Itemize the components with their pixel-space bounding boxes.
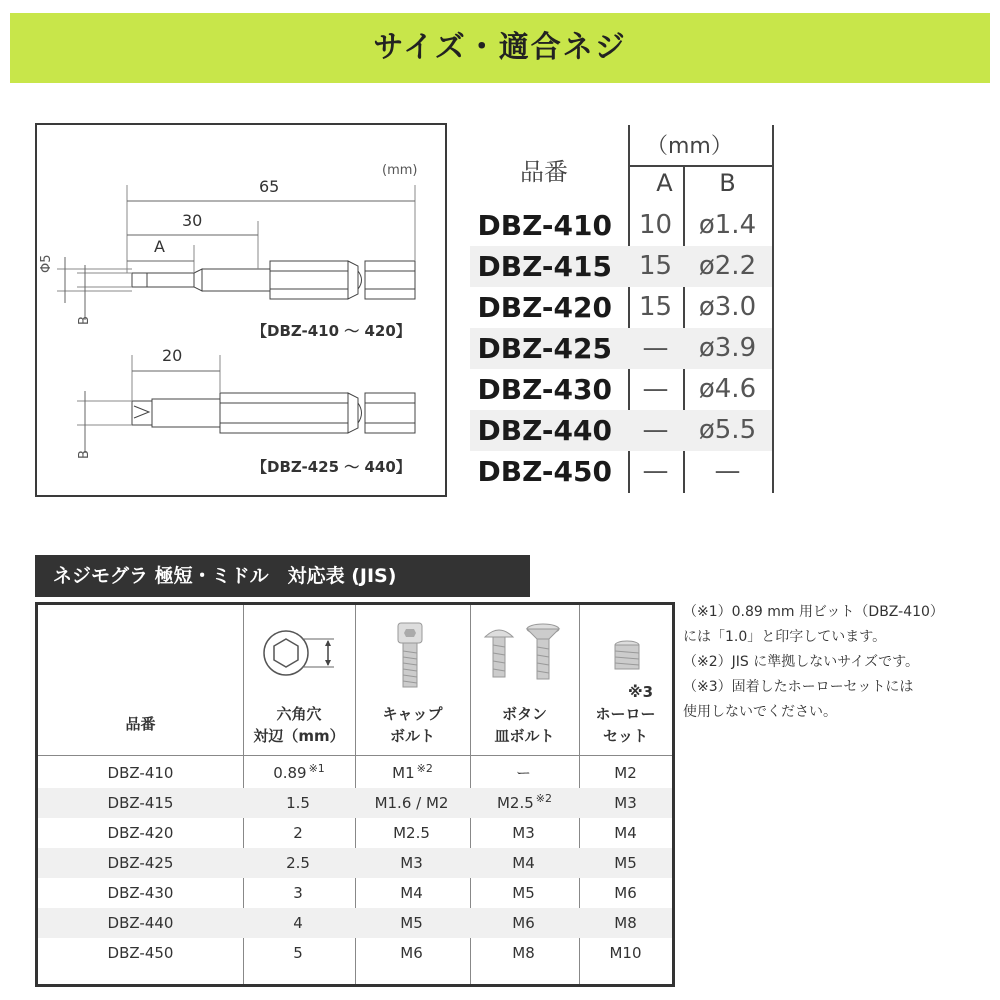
jis-row-button-value: M6 <box>512 914 535 932</box>
jis-row-hex <box>243 758 355 788</box>
jis-row-hex-value: 3 <box>293 884 303 902</box>
jis-table-row <box>38 848 672 878</box>
size-row-code: DBZ-440 <box>477 414 612 447</box>
jis-row-code: DBZ-440 <box>107 914 174 932</box>
jis-row-button <box>470 848 579 878</box>
size-row-code: DBZ-430 <box>477 373 612 406</box>
size-row-code: DBZ-420 <box>477 291 612 324</box>
dimension-b-middle: B <box>77 450 92 459</box>
size-row-b: ø5.5 <box>698 415 757 445</box>
jis-table-row <box>38 788 672 818</box>
jis-row-cap-value: M1.6 / M2 <box>374 794 449 812</box>
bit-drawing-short <box>57 185 415 320</box>
jis-row-hex-value: 2.5 <box>286 854 310 872</box>
jis-row-hex-value: 0.89 <box>273 764 307 782</box>
jis-row-hex-value: 5 <box>293 944 303 962</box>
set-screw-icon <box>609 639 645 675</box>
dimension-30: 30 <box>182 211 203 230</box>
jis-table-row <box>38 938 672 968</box>
jis-header-hex-line1: 六角穴 <box>276 705 322 723</box>
jis-row-cap-value: M2.5 <box>393 824 430 842</box>
dimension-diagram <box>35 123 447 497</box>
dimension-65: 65 <box>259 177 280 196</box>
jis-row-button-value: M5 <box>512 884 535 902</box>
size-table-row <box>470 328 772 369</box>
jis-row-set: M5 <box>614 854 637 872</box>
page-title: サイズ・適合ネジ <box>373 30 627 65</box>
jis-row-code: DBZ-415 <box>107 794 174 812</box>
button-bolt-icon <box>481 623 571 683</box>
jis-row-cap-value: M5 <box>400 914 423 932</box>
jis-row-hex <box>243 788 355 818</box>
size-row-a: 15 <box>638 251 673 281</box>
jis-header-cap-line1: キャップ <box>382 705 443 723</box>
jis-table-title: ネジモグラ 極短・ミドル 対応表 (JIS) <box>53 565 397 587</box>
jis-row-hex <box>243 878 355 908</box>
jis-row-set: M10 <box>609 944 642 962</box>
jis-row-button <box>470 818 579 848</box>
size-row-b: ø4.6 <box>698 374 757 404</box>
jis-row-hex-note: ※1 <box>308 762 325 775</box>
jis-header-hex-line2: 対辺（mm） <box>253 727 345 745</box>
jis-row-button <box>470 788 579 818</box>
footnote-line: （※2）JIS に準拠しないサイズです。 <box>683 654 919 670</box>
jis-row-hex <box>243 908 355 938</box>
dimension-a: A <box>154 237 165 256</box>
size-table-row <box>470 287 772 328</box>
jis-row-code: DBZ-430 <box>107 884 174 902</box>
footnote-line: には「1.0」と印字しています。 <box>683 629 887 645</box>
jis-table-row <box>38 758 672 788</box>
jis-row-button-value: M4 <box>512 854 535 872</box>
size-row-a: — <box>642 415 669 445</box>
jis-row-button-note: ※2 <box>535 792 552 805</box>
jis-row-button-value: M8 <box>512 944 535 962</box>
jis-header-divider <box>38 755 672 756</box>
jis-row-set: M2 <box>614 764 637 782</box>
jis-row-hex-value: 1.5 <box>286 794 310 812</box>
size-row-code: DBZ-415 <box>477 250 612 283</box>
jis-compatibility-table <box>35 602 675 987</box>
jis-row-cap-value: M3 <box>400 854 423 872</box>
size-table-header-part: 品番 <box>520 158 568 186</box>
jis-row-set: M3 <box>614 794 637 812</box>
dimension-phi5: Φ5 <box>39 254 54 273</box>
jis-row-cap <box>355 758 470 788</box>
size-table-row <box>470 205 772 246</box>
diagram-caption-middle: 【DBZ-425 ～ 440】 <box>252 458 411 476</box>
jis-row-code: DBZ-420 <box>107 824 174 842</box>
jis-row-hex <box>243 848 355 878</box>
size-row-b: ø3.9 <box>698 333 757 363</box>
jis-row-cap <box>355 938 470 968</box>
jis-row-cap-value: M4 <box>400 884 423 902</box>
size-row-b: — <box>714 456 741 486</box>
jis-table-row <box>38 908 672 938</box>
jis-row-cap <box>355 788 470 818</box>
footnote-line: 使用しないでください。 <box>683 704 837 720</box>
size-row-a: — <box>642 374 669 404</box>
title-banner <box>10 13 990 83</box>
cap-bolt-icon <box>390 621 430 691</box>
bit-drawing-middle <box>77 355 415 453</box>
jis-row-code: DBZ-410 <box>107 764 174 782</box>
size-row-b: ø1.4 <box>698 210 757 240</box>
size-table-divider-3 <box>772 125 774 493</box>
jis-table-row <box>38 818 672 848</box>
jis-header-cap-line2: ボルト <box>389 727 435 745</box>
jis-row-hex <box>243 818 355 848</box>
size-table-row <box>470 246 772 287</box>
jis-row-button-value: ー <box>515 764 531 782</box>
size-row-b: ø2.2 <box>698 251 757 281</box>
dimension-20: 20 <box>162 346 183 365</box>
jis-row-cap-note: ※2 <box>416 762 433 775</box>
footnote-line: （※1）0.89 mm 用ビット（DBZ-410） <box>683 604 944 620</box>
jis-row-button <box>470 878 579 908</box>
jis-header-button-line2: 皿ボルト <box>494 727 555 745</box>
size-table-header-a: A <box>656 169 673 197</box>
jis-header-part: 品番 <box>125 715 156 733</box>
size-table-subheader-line <box>628 165 772 167</box>
size-row-b: ø3.0 <box>698 292 757 322</box>
size-row-code: DBZ-425 <box>477 332 612 365</box>
size-row-code: DBZ-410 <box>477 209 612 242</box>
jis-header-set-line1: ホーロー <box>595 705 656 723</box>
size-table-row <box>470 451 772 492</box>
jis-row-cap <box>355 848 470 878</box>
jis-table-row <box>38 878 672 908</box>
jis-row-button <box>470 908 579 938</box>
diagram-caption-short: 【DBZ-410 ～ 420】 <box>252 322 411 340</box>
size-row-a: 15 <box>638 292 673 322</box>
jis-row-hex-value: 4 <box>293 914 303 932</box>
jis-row-code: DBZ-425 <box>107 854 174 872</box>
jis-row-button-value: M2.5 <box>496 794 534 812</box>
size-row-code: DBZ-450 <box>477 455 612 488</box>
jis-row-cap <box>355 908 470 938</box>
jis-row-button-value: M3 <box>512 824 535 842</box>
footnotes <box>683 600 993 725</box>
jis-row-hex <box>243 938 355 968</box>
jis-row-button <box>470 758 579 788</box>
jis-row-set: M6 <box>614 884 637 902</box>
hex-socket-icon <box>260 623 350 683</box>
size-table-row <box>470 369 772 410</box>
jis-header-set-line2: セット <box>602 727 648 745</box>
jis-header-set-note: ※3 <box>628 683 654 701</box>
size-table-row <box>470 410 772 451</box>
jis-row-set: M4 <box>614 824 637 842</box>
dimension-b-short: B <box>77 316 92 325</box>
jis-header-button-line1: ボタン <box>501 705 547 723</box>
jis-row-cap <box>355 878 470 908</box>
size-row-a: — <box>642 333 669 363</box>
jis-row-cap <box>355 818 470 848</box>
size-row-a: 10 <box>638 210 673 240</box>
jis-row-code: DBZ-450 <box>107 944 174 962</box>
jis-row-hex-value: 2 <box>293 824 303 842</box>
size-table-header-b: B <box>719 169 736 197</box>
diagram-unit: (mm) <box>382 163 418 178</box>
jis-row-cap-value: M1 <box>392 764 415 782</box>
jis-table-title-bar <box>35 555 530 597</box>
jis-row-set: M8 <box>614 914 637 932</box>
jis-row-cap-value: M6 <box>400 944 423 962</box>
jis-row-button <box>470 938 579 968</box>
bit-drawings <box>37 125 445 495</box>
size-table-header-unit: （mm） <box>646 134 733 159</box>
size-row-a: — <box>642 456 669 486</box>
footnote-line: （※3）固着したホーローセットには <box>683 679 914 695</box>
